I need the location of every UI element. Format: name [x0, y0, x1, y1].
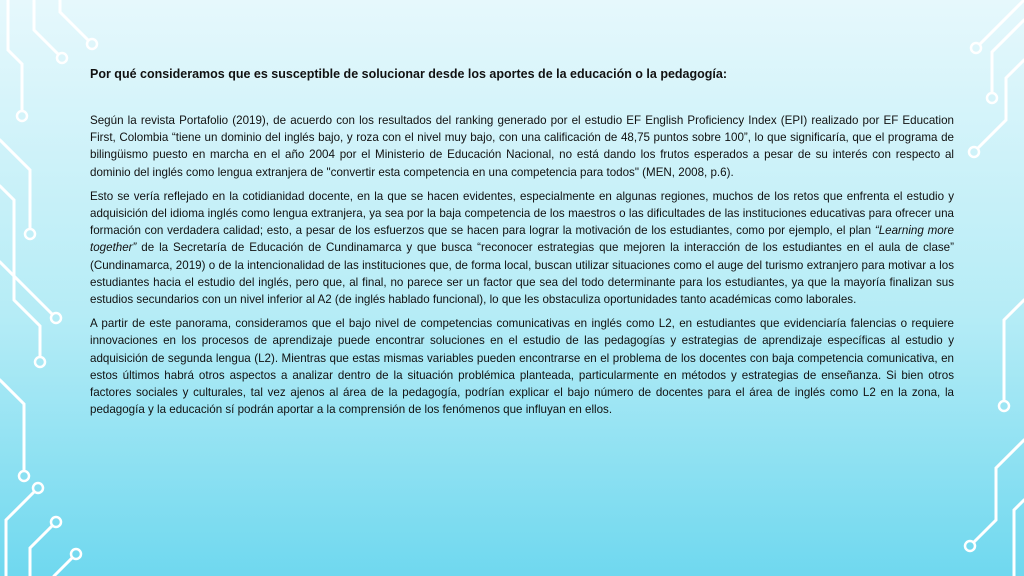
- paragraph-3: A partir de este panorama, consideramos que el bajo nivel de competencias comunicativas en inglés como L2, en estudiantes que evidenciaría falencias o requiere innovaciones en los procesos de aprendizaje puede encontrar soluciones en el estudio de las pedagogías y estrategias de aprendizaje específicas al estudio y adquisición de segunda lengua (L2). Mientras que estas mismas variables pueden encontrarse en el problema de los docentes con baja competencia comunicativa, en estos últimos habrá otros aspectos a analizar dentro de la situación problémica planteada, particularmente en métodos y estrategias de enseñanza. Si bien otros factores sociales y culturales, tal vez ajenos al área de la pedagogía, podrían explicar el bajo número de docentes para el área de inglés como L2 en la zona, la pedagogía y la educación sí podrán aportar a la comprensión de los fenómenos que influyan en ellos.: [90, 317, 954, 417]
- circuit-line: [1004, 300, 1024, 400]
- slide-title: Por qué consideramos que es susceptible de solucionar desde los aportes de la educación o la pedagogía:: [90, 67, 727, 81]
- circuit-node: [87, 39, 97, 49]
- paragraph-2: [90, 188, 954, 308]
- circuit-line: [978, 60, 1024, 148]
- slide-content: [90, 66, 954, 425]
- circuit-node: [33, 483, 43, 493]
- circuit-node: [71, 549, 81, 559]
- circuit-node: [51, 517, 61, 527]
- circuit-line: [60, 0, 88, 40]
- circuit-node: [999, 401, 1009, 411]
- circuit-line: [8, 0, 22, 110]
- circuit-line: [0, 380, 24, 470]
- circuit-node: [969, 147, 979, 157]
- circuit-line: [34, 0, 58, 54]
- circuit-line: [30, 526, 52, 576]
- circuit-node: [971, 43, 981, 53]
- circuit-node: [25, 229, 35, 239]
- circuit-node: [17, 111, 27, 121]
- paragraph-1: Según la revista Portafolio (2019), de acuerdo con los resultados del ranking generado por el estudio EF English Proficiency Index (EPI) realizado por EF Education First, Colombia “tiene un dominio del inglés bajo, y roza con el nivel muy bajo, con una calificación de 48,75 puntos sobre 100”, lo que significaría, que el programa de bilingüismo puesto en marcha en el año 2004 por el Ministerio de Educación Nacional, no está dando los frutos esperados a pesar de su interés con respecto al dominio del inglés como lengua extranjera de "convertir esta competencia en una competencia para todos" (MEN, 2008, p.6).: [90, 114, 954, 179]
- circuit-node: [35, 357, 45, 367]
- circuit-line: [54, 558, 72, 576]
- paragraph-2-text-a: Esto se vería reflejado en la cotidianidad docente, en la que se hacen evidentes, especialmente en algunas regiones, muchos de los retos que enfrenta el estudio y adquisición del idioma inglés como lengua extranjera, ya sea por la baja competencia de los maestros o las dificultades de las instituciones educativas para ofrecer una formación con verdadera calidad; esto, a pesar de los esfuerzos que se hacen para lograr la motivación de los estudiantes, como por ejemplo, el plan: [90, 189, 954, 238]
- circuit-node: [965, 541, 975, 551]
- circuit-line: [0, 186, 40, 356]
- circuit-node: [987, 93, 997, 103]
- circuit-node: [51, 313, 61, 323]
- circuit-line: [0, 262, 52, 314]
- paragraph-2-text-b: de la Secretaría de Educación de Cundinamarca y que busca “reconocer estrategias que mejoren la interacción de los estudiantes en el aula de clase” (Cundinamarca, 2019) o de la intencionalidad de las instituciones que, de forma local, buscan utilizar situaciones como el auge del turismo extranjero para motivar a los estudiantes hacia el estudio del inglés, pero que, al final, no parece ser un factor que sea del todo determinante para los estudiantes, ya que la mayoría finalizan sus estudios secundarios con un nivel inferior al A2 (de inglés hablado funcional), lo que les obstaculiza oportunidades tanto académicas como laborales.: [90, 241, 954, 307]
- paragraph-2-italic-plan: “Learning more together”: [90, 224, 954, 255]
- circuit-line: [992, 20, 1024, 92]
- circuit-node: [57, 53, 67, 63]
- circuit-line: [974, 440, 1024, 542]
- circuit-line: [1014, 500, 1024, 576]
- circuit-line: [980, 0, 1024, 44]
- circuit-node: [19, 471, 29, 481]
